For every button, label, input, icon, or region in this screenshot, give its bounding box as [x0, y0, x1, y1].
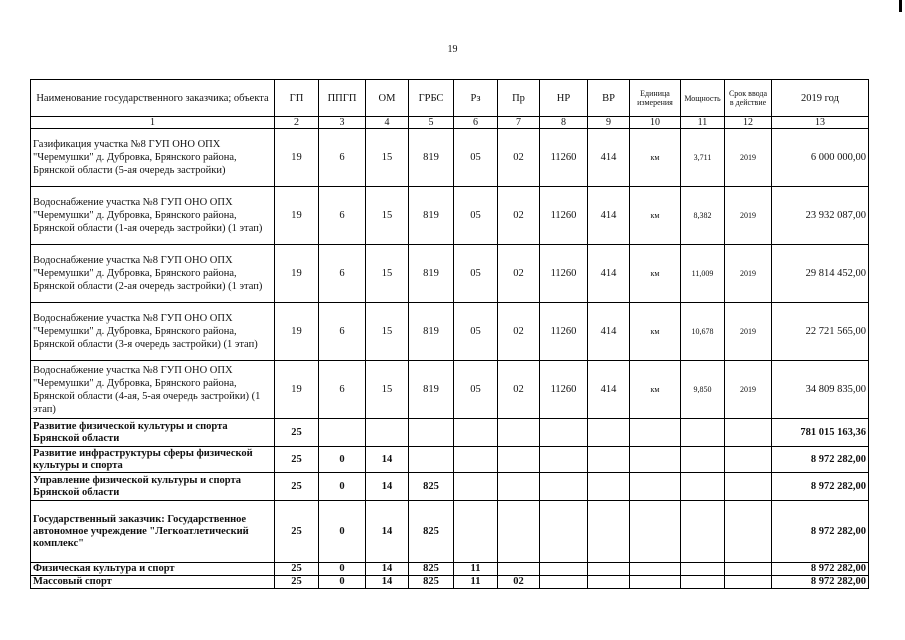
cell-capacity: [681, 576, 725, 589]
cell-amount: 8 972 282,00: [772, 473, 869, 501]
cell-nr: 11260: [540, 129, 588, 187]
cell-grbs: 825: [409, 473, 454, 501]
object-name: Водоснабжение участка №8 ГУП ОНО ОПХ "Черемушки" д. Дубровка, Брянского района, Брянской области (4-ая, 5-ая очередь застройки) (1 этап): [31, 361, 275, 419]
cell-pr: 02: [498, 303, 540, 361]
column-number: 8: [540, 117, 588, 129]
cell-unit: км: [630, 361, 681, 419]
column-number: 2: [275, 117, 319, 129]
cell-nr: [540, 419, 588, 447]
cell-ppgp: 0: [319, 473, 366, 501]
cell-unit: [630, 563, 681, 576]
cell-ppgp: 6: [319, 303, 366, 361]
cell-unit: [630, 576, 681, 589]
summary-name: Физическая культура и спорт: [31, 563, 275, 576]
cell-ppgp: 6: [319, 361, 366, 419]
column-number: 5: [409, 117, 454, 129]
cell-capacity: [681, 501, 725, 563]
cell-gp: 19: [275, 245, 319, 303]
cell-term: 2019: [725, 245, 772, 303]
object-name: Водоснабжение участка №8 ГУП ОНО ОПХ "Черемушки" д. Дубровка, Брянского района, Брянской области (1-ая очередь застройки) (1 этап): [31, 187, 275, 245]
cell-unit: км: [630, 129, 681, 187]
cell-rz: [454, 501, 498, 563]
header-cell: 2019 год: [772, 80, 869, 117]
cell-nr: [540, 447, 588, 473]
table-row: [31, 303, 869, 361]
cell-capacity: 11,009: [681, 245, 725, 303]
cell-rz: 05: [454, 245, 498, 303]
cell-pr: [498, 501, 540, 563]
cell-term: 2019: [725, 129, 772, 187]
header-cell: Мощность: [681, 80, 725, 117]
cell-om: 15: [366, 129, 409, 187]
object-name: Газификация участка №8 ГУП ОНО ОПХ "Черемушки" д. Дубровка, Брянского района, Брянской области (5-ая очередь застройки): [31, 129, 275, 187]
cell-om: 15: [366, 245, 409, 303]
cell-rz: 11: [454, 576, 498, 589]
cell-nr: 11260: [540, 245, 588, 303]
header-cell: НР: [540, 80, 588, 117]
cell-grbs: 819: [409, 129, 454, 187]
cell-term: [725, 447, 772, 473]
cell-om: 15: [366, 303, 409, 361]
cell-unit: км: [630, 245, 681, 303]
cell-gp: 25: [275, 447, 319, 473]
column-number: 10: [630, 117, 681, 129]
cell-amount: 22 721 565,00: [772, 303, 869, 361]
cell-amount: 8 972 282,00: [772, 447, 869, 473]
cell-pr: [498, 563, 540, 576]
cell-gp: 19: [275, 361, 319, 419]
cell-ppgp: 0: [319, 447, 366, 473]
table-row: [31, 129, 869, 187]
cell-amount: 34 809 835,00: [772, 361, 869, 419]
cell-nr: 11260: [540, 361, 588, 419]
summary-row: [31, 563, 869, 576]
cell-grbs: 825: [409, 563, 454, 576]
header-cell: ОМ: [366, 80, 409, 117]
table-row: [31, 361, 869, 419]
column-number: 9: [588, 117, 630, 129]
cell-vr: [588, 473, 630, 501]
cell-capacity: [681, 473, 725, 501]
header-cell: Наименование государственного заказчика; объекта: [31, 80, 275, 117]
object-name: Водоснабжение участка №8 ГУП ОНО ОПХ "Черемушки" д. Дубровка, Брянского района, Брянской области (3-я очередь застройки) (1 этап): [31, 303, 275, 361]
cell-unit: [630, 419, 681, 447]
cell-pr: [498, 419, 540, 447]
cell-grbs: 825: [409, 576, 454, 589]
cell-vr: 414: [588, 361, 630, 419]
cell-nr: [540, 563, 588, 576]
cell-grbs: 825: [409, 501, 454, 563]
cell-gp: 19: [275, 303, 319, 361]
cell-amount: 29 814 452,00: [772, 245, 869, 303]
cell-pr: [498, 447, 540, 473]
cell-grbs: 819: [409, 361, 454, 419]
cell-capacity: 10,678: [681, 303, 725, 361]
cell-rz: [454, 473, 498, 501]
cell-rz: [454, 419, 498, 447]
column-number: 13: [772, 117, 869, 129]
cell-rz: 05: [454, 303, 498, 361]
cell-capacity: [681, 419, 725, 447]
cell-om: 14: [366, 576, 409, 589]
cell-unit: км: [630, 187, 681, 245]
header-cell: Единица измерения: [630, 80, 681, 117]
cell-ppgp: 0: [319, 576, 366, 589]
summary-row: [31, 501, 869, 563]
cell-om: 14: [366, 447, 409, 473]
column-number-row: [31, 117, 869, 129]
cell-term: 2019: [725, 187, 772, 245]
cell-nr: [540, 576, 588, 589]
cell-vr: [588, 576, 630, 589]
cell-ppgp: [319, 419, 366, 447]
cell-gp: 25: [275, 473, 319, 501]
summary-name: Управление физической культуры и спорта Брянской области: [31, 473, 275, 501]
cell-unit: [630, 473, 681, 501]
cell-vr: 414: [588, 303, 630, 361]
column-number: 3: [319, 117, 366, 129]
summary-row: [31, 419, 869, 447]
cell-vr: [588, 563, 630, 576]
header-cell: ГРБС: [409, 80, 454, 117]
cell-vr: [588, 447, 630, 473]
cell-grbs: 819: [409, 245, 454, 303]
page-number: 19: [447, 44, 458, 55]
cell-pr: 02: [498, 187, 540, 245]
cell-amount: 8 972 282,00: [772, 501, 869, 563]
cell-gp: 25: [275, 576, 319, 589]
cell-term: 2019: [725, 361, 772, 419]
cell-gp: 19: [275, 187, 319, 245]
cell-ppgp: 6: [319, 187, 366, 245]
cell-rz: 05: [454, 361, 498, 419]
cell-nr: 11260: [540, 303, 588, 361]
cell-om: [366, 419, 409, 447]
cell-amount: 6 000 000,00: [772, 129, 869, 187]
cell-vr: [588, 501, 630, 563]
header-cell: ГП: [275, 80, 319, 117]
cell-om: 15: [366, 187, 409, 245]
table-row: [31, 245, 869, 303]
column-number: 11: [681, 117, 725, 129]
cell-gp: 25: [275, 563, 319, 576]
cell-om: 14: [366, 501, 409, 563]
cell-term: [725, 501, 772, 563]
cell-amount: 23 932 087,00: [772, 187, 869, 245]
cell-om: 15: [366, 361, 409, 419]
cell-amount: 8 972 282,00: [772, 563, 869, 576]
cell-vr: [588, 419, 630, 447]
column-number: 1: [31, 117, 275, 129]
cell-capacity: 9,850: [681, 361, 725, 419]
cell-nr: 11260: [540, 187, 588, 245]
summary-row: [31, 473, 869, 501]
cell-grbs: [409, 447, 454, 473]
cell-capacity: 3,711: [681, 129, 725, 187]
cell-ppgp: 6: [319, 129, 366, 187]
table-header-row: [31, 80, 869, 117]
cell-rz: [454, 447, 498, 473]
cell-grbs: 819: [409, 303, 454, 361]
summary-row: [31, 447, 869, 473]
cell-grbs: 819: [409, 187, 454, 245]
cell-nr: [540, 501, 588, 563]
cell-gp: 25: [275, 501, 319, 563]
cell-pr: 02: [498, 361, 540, 419]
cell-ppgp: 0: [319, 501, 366, 563]
column-number: 4: [366, 117, 409, 129]
cell-pr: 02: [498, 245, 540, 303]
header-cell: Пр: [498, 80, 540, 117]
cell-ppgp: 6: [319, 245, 366, 303]
cell-vr: 414: [588, 245, 630, 303]
cell-gp: 25: [275, 419, 319, 447]
header-cell: ВР: [588, 80, 630, 117]
cell-term: [725, 419, 772, 447]
scan-edge-mark: [899, 0, 902, 12]
column-number: 7: [498, 117, 540, 129]
header-cell: ППГП: [319, 80, 366, 117]
object-name: Водоснабжение участка №8 ГУП ОНО ОПХ "Черемушки" д. Дубровка, Брянского района, Брянской области (2-ая очередь застройки) (1 этап): [31, 245, 275, 303]
cell-amount: 8 972 282,00: [772, 576, 869, 589]
cell-amount: 781 015 163,36: [772, 419, 869, 447]
cell-rz: 05: [454, 187, 498, 245]
cell-om: 14: [366, 473, 409, 501]
cell-capacity: [681, 563, 725, 576]
table-row: [31, 187, 869, 245]
cell-term: [725, 563, 772, 576]
cell-vr: 414: [588, 187, 630, 245]
cell-gp: 19: [275, 129, 319, 187]
cell-unit: [630, 501, 681, 563]
summary-name: Развитие инфраструктуры сферы физической культуры и спорта: [31, 447, 275, 473]
cell-nr: [540, 473, 588, 501]
cell-grbs: [409, 419, 454, 447]
cell-pr: 02: [498, 129, 540, 187]
summary-name: Развитие физической культуры и спорта Брянской области: [31, 419, 275, 447]
summary-row: [31, 576, 869, 589]
header-cell: Рз: [454, 80, 498, 117]
cell-term: [725, 576, 772, 589]
cell-rz: 05: [454, 129, 498, 187]
cell-capacity: 8,382: [681, 187, 725, 245]
cell-unit: [630, 447, 681, 473]
column-number: 12: [725, 117, 772, 129]
cell-unit: км: [630, 303, 681, 361]
cell-rz: 11: [454, 563, 498, 576]
cell-pr: [498, 473, 540, 501]
cell-capacity: [681, 447, 725, 473]
cell-term: 2019: [725, 303, 772, 361]
cell-vr: 414: [588, 129, 630, 187]
cell-pr: 02: [498, 576, 540, 589]
cell-om: 14: [366, 563, 409, 576]
header-cell: Срок ввода в действие: [725, 80, 772, 117]
cell-term: [725, 473, 772, 501]
column-number: 6: [454, 117, 498, 129]
summary-name: Массовый спорт: [31, 576, 275, 589]
budget-table: [30, 79, 869, 589]
summary-name: Государственный заказчик: Государственное автономное учреждение "Легкоатлетический комплекс": [31, 501, 275, 563]
cell-ppgp: 0: [319, 563, 366, 576]
